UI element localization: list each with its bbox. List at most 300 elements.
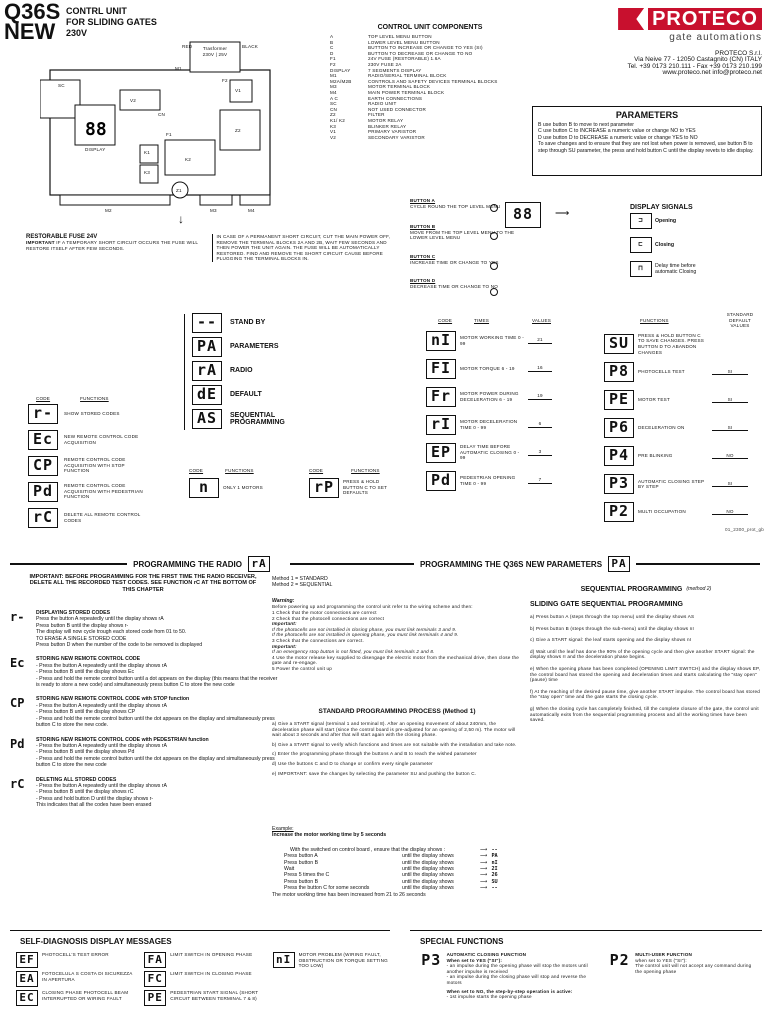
arrow-icon: ⟶ xyxy=(480,885,488,892)
special-p3-line: - 1st impulse starts the opening phase xyxy=(446,994,532,1000)
board-label-v1: V1 xyxy=(235,88,242,93)
warning-line: If the photocells are not installed in opening phase, you must link terminals 4 and 9. xyxy=(272,632,459,638)
component-key: DISPLAY xyxy=(330,67,351,73)
diagnosis-code: nI xyxy=(273,952,295,968)
sequential-step: b) Press button B (steps through the sub-menu) until the display shows nI xyxy=(530,625,694,631)
board-label-f2: F2 xyxy=(222,78,228,83)
diagnosis-code: EF xyxy=(16,952,38,968)
component-desc: RADIO/SERIAL TERMINAL BLOCK xyxy=(368,73,447,79)
sequential-title: SEQUENTIAL PROGRAMMING xyxy=(580,586,683,593)
params-table xyxy=(408,318,563,492)
special-title: SPECIAL FUNCTIONS xyxy=(420,937,504,946)
params-row-value: 21 xyxy=(528,337,552,344)
menu-top-item xyxy=(180,384,400,405)
params-row-times: MOTOR TORQUE 6 - 19 xyxy=(460,365,515,371)
params-row-value: 6 xyxy=(528,421,552,428)
radio-section-line: The display will now cycle trough each stored code from 01 to 50. xyxy=(36,629,187,636)
diagnosis-text: LIMIT SWITCH IN CLOSING PHASE xyxy=(170,971,252,976)
menu-top-item xyxy=(180,336,400,357)
radio-item-text: REMOTE CONTROL CODE ACQUISITION WITH STOP FUNCTION xyxy=(64,457,126,474)
board-label-cn: CN xyxy=(158,112,166,117)
default-header: STANDARD DEFAULT VALUES xyxy=(726,312,754,329)
components-title: CONTROL UNIT COMPONENTS xyxy=(377,24,483,31)
legend-desc: INCREASE TIME OR CHANGE TO YES xyxy=(410,259,499,265)
component-desc: MOTOR RELAY xyxy=(368,117,404,123)
radio-item-code: CP xyxy=(28,456,58,476)
functions-row-value: SI xyxy=(712,369,748,376)
arrow-icon: ⟶ xyxy=(480,878,488,885)
board-label-m1: M1 xyxy=(175,66,182,71)
radio-section-line: - Press the button A repeatedly until the display shows rA xyxy=(36,742,167,749)
radio-programming-code: rA xyxy=(248,556,270,572)
functions-row-value: SI xyxy=(712,425,748,432)
model-subtitle xyxy=(66,6,157,39)
warning-title: Warning: xyxy=(272,598,295,604)
brand-block xyxy=(600,8,762,77)
menu-top-code: -- xyxy=(192,313,222,333)
radio-item-text: SHOW STORED CODES xyxy=(64,410,120,416)
radio-item xyxy=(14,508,164,528)
menu-top-item xyxy=(180,312,400,333)
menu-top-label: STAND BY xyxy=(230,319,266,326)
component-key: K1/ K2 xyxy=(330,117,345,123)
warning-line: If an emergency stop button is not fitted, you must link terminals 2 and 8. xyxy=(272,649,435,655)
warning-line: If the photocells are not installed in closing phase, you must link terminals 3 and 9. xyxy=(272,626,457,632)
button-a-icon xyxy=(490,204,498,212)
board-label-z2: Z2 xyxy=(235,128,241,133)
model-title xyxy=(4,2,60,42)
radio-section-line: Press button B until the display shows r- xyxy=(36,622,129,629)
params-row-times: PEDESTRIAN OPENING TIME 0 - 99 xyxy=(460,475,516,486)
warning-lines xyxy=(272,604,522,671)
example-display: PA xyxy=(491,853,498,860)
special-p3-code: P3 xyxy=(420,952,443,972)
radio-section-line: - Press the button A repeatedly until the display shows rA xyxy=(36,662,167,669)
diagnosis-title: SELF-DIAGNOSIS DISPLAY MESSAGES xyxy=(20,937,172,946)
example-display: -- xyxy=(491,885,498,892)
menu-top-code: PA xyxy=(192,337,222,357)
menu-top-code: rA xyxy=(192,361,222,381)
radio-section-code: Ec xyxy=(10,656,25,671)
menu-top-code: AS xyxy=(192,409,222,429)
component-key: CN xyxy=(330,106,338,112)
warning-line: 2 Check that the photocell connections are correct xyxy=(272,615,385,621)
special-block xyxy=(410,930,762,1024)
model-name: Q36S xyxy=(4,0,61,24)
radio-section-line: - Press and hold the remote control button until the dot appears on the display and simultaneously press button C to store the new code xyxy=(36,755,275,769)
example-action: Wait xyxy=(284,866,295,873)
functions-row-code: P8 xyxy=(604,362,634,382)
radio-section-line: - Press and hold the remote control button until the dot appears on the display and simultaneously press button C to store the new code. xyxy=(36,715,275,729)
params-row-times: MOTOR DECELERATION TIME 0 - 99 xyxy=(460,419,518,430)
example-until: until the display shows xyxy=(402,866,454,873)
component-item xyxy=(330,135,530,141)
fuse-note-text2: IN CASE OF A PERMANENT SHORT CIRCUIT, CUT THE MAIN POWER OFF, REMOVE THE TERMINAL BLOCKS 2A AND 2B, WAIT FEW SECONDS AND THEN POWER THE UNIT AGAIN. THE FUSE WILL BE AUTOMATICALLY RESTORED. FIND AND REMOVE THE SHORT CIRCUIT CAUSE BEFORE PLUGGING THE TERMINAL BLOCKS IN. xyxy=(212,234,397,262)
arrow-icon: ⟶ xyxy=(480,872,488,879)
seq-sub xyxy=(175,468,275,498)
subtitle-line: FOR SLIDING GATES xyxy=(66,17,157,27)
signal-label: Delay time before automatic Closing xyxy=(655,262,697,275)
legend-name: BUTTON C xyxy=(410,254,436,259)
example-until: until the display shows xyxy=(402,885,454,892)
radio-item-text: REMOTE CONTROL CODE ACQUISITION WITH PEDESTRIAN FUNCTION xyxy=(64,483,143,500)
sequential-step: f) At the reaching of the desired pause time, give another START impulse. The control board has stored the "stay open" time and the gate starts the closing cycle. xyxy=(530,688,760,700)
sequential-step: g) When the closing cycle has completely finished, till the complete closure of the gate, the control unit automatically exits from the sequential programming process and all the working times have been saved. xyxy=(530,705,759,723)
special-p2-line: The control unit will not accept any command during the opening phase xyxy=(635,963,752,974)
params-row-code: FI xyxy=(426,359,456,379)
component-key: SC xyxy=(330,101,337,107)
brand-phone: Tel. +39 0173 210.111 - Fax +39 0173 210.199 xyxy=(627,62,762,70)
methods xyxy=(272,576,332,589)
radio-section-code: r- xyxy=(10,610,25,624)
functions-row-code: P2 xyxy=(604,502,634,522)
radio-section-line: - Press button B until the display shows rC xyxy=(36,789,134,796)
menu-top-label: PARAMETERS xyxy=(230,343,279,350)
params-row-code: rI xyxy=(426,415,456,435)
diagnosis-item xyxy=(144,952,266,968)
special-p2-code: P2 xyxy=(608,952,631,972)
menu-top-code: dE xyxy=(192,385,222,405)
board-label-black: BLACK xyxy=(242,44,259,49)
std-step: a) Give a START signal (terminal 1 and terminal 8). After an opening movement of about 240mm, the deceleration phase will start (since the control board is pre-adjusted for an opening of 2,50 m). The motor will wait about 3 seconds and after that will start again with the closing phase. xyxy=(272,721,516,738)
component-desc: MOTOR TERMINAL BLOCK xyxy=(368,84,431,90)
fuse-note xyxy=(26,234,396,262)
functions-table xyxy=(580,312,764,533)
component-desc: 24V FUSE (RESTORABLE) 1.6A xyxy=(368,56,441,62)
components-list xyxy=(330,24,530,140)
diagnosis-item xyxy=(144,990,266,1006)
example-action: Press button B xyxy=(284,878,319,885)
special-p2-title: MULTI-USER FUNCTION xyxy=(635,952,692,957)
default-sub xyxy=(295,468,405,498)
example-display: 26 xyxy=(491,872,498,879)
example-display: nI xyxy=(491,859,498,866)
component-key: D xyxy=(330,50,334,56)
functions-row-text: MOTOR TEST xyxy=(638,397,670,403)
component-desc: NOT USED CONNECTOR xyxy=(368,106,427,112)
params-row-times: MOTOR POWER DURING DECELERATION 6 - 19 xyxy=(460,391,519,402)
radio-items xyxy=(14,404,164,528)
default-text: PRESS & HOLD BUTTON C TO SET DEFAULTS xyxy=(343,479,388,496)
legend-name: BUTTON B xyxy=(410,224,436,229)
down-arrow-icon: ↓ xyxy=(178,212,184,226)
example-action: Press 5 times the C xyxy=(284,872,330,879)
radio-item xyxy=(14,404,164,424)
radio-section-line: - Press and hold the remote control button until a dot appears on the display (this means that the receiver is ready to store a new code) and simultaneously press button C to store the new code xyxy=(36,675,278,689)
radio-section-title: STORING NEW REMOTE CONTROL CODE with STOP function xyxy=(36,696,190,703)
example-sub: Increase the motor working time by 5 seconds xyxy=(272,832,387,839)
board-label-z1: Z1 xyxy=(176,188,182,193)
radio-section-body xyxy=(36,610,202,648)
functions-row-code: P6 xyxy=(604,418,634,438)
functions-row xyxy=(580,417,764,439)
functions-row-code: P3 xyxy=(604,474,634,494)
radio-sections xyxy=(10,610,280,817)
params-row-times: MOTOR WORKING TIME 0 - 99 xyxy=(460,335,524,346)
radio-section xyxy=(10,737,280,769)
radio-section xyxy=(10,696,280,728)
method-line: Method 2 = SEQUENTIAL xyxy=(272,582,333,589)
menu-tree xyxy=(180,312,400,437)
radio-item-text: NEW REMOTE CONTROL CODE ACQUISITION xyxy=(64,434,139,445)
radio-section-body xyxy=(36,777,167,809)
functions-row-value: SI xyxy=(712,397,748,404)
signal-label: Closing xyxy=(655,241,675,248)
diagnosis-item xyxy=(16,990,138,1006)
sequential-sub: SLIDING GATE SEQUENTIAL PROGRAMMING xyxy=(530,601,683,608)
sequential-block xyxy=(530,586,762,729)
radio-section-line: Press the button A repeatedly until the display shows rA xyxy=(36,616,164,623)
functions-row-value: SI xyxy=(712,481,748,488)
params-row xyxy=(408,470,563,492)
default-code-header: CODE xyxy=(309,468,324,473)
component-key: A C xyxy=(330,95,339,101)
component-desc: BUTTON TO INCREASE OR CHANGE TO YES (SI) xyxy=(368,45,483,51)
functions-row-text: MULTI OCCUPATION xyxy=(638,509,686,515)
params-row-value: 16 xyxy=(528,365,552,372)
params-times-header: TIMES xyxy=(474,318,490,323)
params-row xyxy=(408,442,563,464)
board-label-v2: V2 xyxy=(130,98,137,103)
components-items xyxy=(330,34,530,140)
params-row xyxy=(408,358,563,380)
radio-item xyxy=(14,456,164,476)
radio-section-code: CP xyxy=(10,696,25,711)
radio-programming-title xyxy=(10,556,270,572)
example-row xyxy=(272,885,522,891)
menu-top-label: SEQUENTIAL PROGRAMMING xyxy=(230,411,285,426)
default-functions-header: FUNCTIONS xyxy=(351,468,380,473)
std-process xyxy=(272,708,522,780)
params-row xyxy=(408,386,563,408)
diagnosis-code: EA xyxy=(16,971,38,987)
component-key: K3 xyxy=(330,123,337,129)
radio-section-line: - Press button B until the display shows Ec xyxy=(36,669,135,676)
special-p2-when: when set to YES ("SI"): xyxy=(635,957,687,963)
board-svg xyxy=(40,40,290,220)
component-key: A xyxy=(330,34,334,39)
diagnosis-col xyxy=(273,952,390,972)
special-p3-title: AUTOMATIC CLOSING FUNCTION xyxy=(446,952,527,957)
radio-item xyxy=(14,430,164,450)
seq-code-header: CODE xyxy=(189,468,204,473)
diagnosis-code: EC xyxy=(16,990,38,1006)
radio-item xyxy=(14,482,164,502)
arrow-icon: ⟶ xyxy=(480,846,488,853)
functions-row-text: PHOTOCELLS TEST xyxy=(638,369,685,375)
example-intro: With the switched on control board , ensure that the display shows : xyxy=(290,846,446,853)
component-desc: MAIN POWER TERMINAL BLOCK xyxy=(368,89,445,95)
functions-row xyxy=(580,361,764,383)
radio-section-body xyxy=(36,737,280,769)
functions-row-value: NO xyxy=(712,453,748,460)
board-diagram xyxy=(40,40,290,220)
model-sub: NEW xyxy=(4,19,56,44)
signal-opening-icon: ⊐ xyxy=(630,213,652,229)
signal-closing xyxy=(630,237,760,253)
example-title: Example: xyxy=(272,826,294,832)
parameters-title: PARAMETERS xyxy=(615,110,679,120)
seq-code: n xyxy=(189,478,219,498)
component-desc: BLINKER RELAY xyxy=(368,123,407,129)
board-label-sc: SC xyxy=(58,83,65,88)
menu-top-item xyxy=(180,408,400,429)
diagnosis-code: PE xyxy=(144,990,166,1006)
default-code: rP xyxy=(309,478,339,498)
radio-section xyxy=(10,610,280,648)
menu-top-label: DEFAULT xyxy=(230,391,262,398)
params-row-times: DELAY TIME BEFORE AUTOMATIC CLOSING 0 - 99 xyxy=(460,444,520,461)
params-row xyxy=(408,414,563,436)
diagnosis-block xyxy=(10,930,390,1024)
std-title: STANDARD PROGRAMMING PROCESS (Method 1) xyxy=(318,708,476,715)
std-step: b) Give a START signal to verify which functions and times are not suitable with the installation and take note. xyxy=(272,741,517,747)
warning-line: Important: xyxy=(272,621,297,627)
q36s-programming-heading: PROGRAMMING THE Q36S NEW PARAMETERS xyxy=(419,559,603,569)
example-display: 2I xyxy=(491,866,498,873)
example-action: Press the button C for some seconds xyxy=(284,885,370,892)
sequential-method: (method 2) xyxy=(686,586,712,593)
brand-logo xyxy=(600,8,762,30)
radio-section-line: - Press the button A repeatedly until the display shows rA xyxy=(36,702,167,709)
component-desc: TOP LEVEL MENU BUTTON xyxy=(368,34,432,39)
board-label-k2: K2 xyxy=(185,157,192,162)
component-key: B xyxy=(330,39,334,45)
component-desc: PRIMARY VARISTOR xyxy=(368,129,417,135)
subtitle-line: CONTRL UNIT xyxy=(66,6,127,16)
sequential-step: d) Wait until the leaf has done the 90% of the opening cycle and then give another START signal: the display shows rI and the deceleration phase begins. xyxy=(530,648,755,660)
radio-item-code: rC xyxy=(28,508,58,528)
legend-desc: DECREASE TIME OR CHANGE TO NO xyxy=(410,283,498,289)
radio-code-header: CODE xyxy=(36,396,51,401)
functions-row-text: DECELERATION ON xyxy=(638,425,685,431)
board-label-k3: K3 xyxy=(144,170,151,175)
component-desc: SECONDARY VARISTOR xyxy=(368,134,425,140)
radio-section-line: - Press the button A repeatedly until the display shows rA xyxy=(36,782,167,789)
diagnosis-text: FOTOCELULA S COSTA DI SICUREZZA IN APERTURA xyxy=(42,971,133,982)
std-step: c) Enter the programming phase through the buttons A and B to reach the wished parameter xyxy=(272,751,477,757)
radio-important: IMPORTANT: BEFORE PROGRAMMING FOR THE FIRST TIME THE RADIO RECEIVER, DELETE ALL THE RECORDED TEST CODES. SEE FUNCTION rC AT THE BOTTOM OF THIS CHAPTER xyxy=(29,574,257,593)
legend-desc: MOVE FROM THE TOP LEVEL MENU TO THE LOWER LEVEL MENU xyxy=(410,229,515,241)
special-p3-line: - an impulse during the closing phase will stop and reverse the motors xyxy=(446,974,587,985)
button-b-icon xyxy=(490,232,498,240)
button-c-icon xyxy=(490,262,498,270)
params-row-value: 19 xyxy=(528,393,552,400)
parameters-line: C use button C to INCREASE a numeric value or change NO to YES xyxy=(538,128,696,135)
component-key: M1 xyxy=(330,73,337,79)
params-row-code: nI xyxy=(426,331,456,351)
warning-line: Before powering up and programming the control unit refer to the wiring scheme and then: xyxy=(272,604,473,610)
warning-line: 5 Power the control unit up xyxy=(272,665,333,671)
functions-row-value: NO xyxy=(712,509,748,516)
diagnosis-item xyxy=(144,971,266,987)
component-desc: CONTROLS AND SAFETY DEVICES TERMINAL BLOCKS xyxy=(368,78,498,84)
radio-programming-heading: PROGRAMMING THE RADIO xyxy=(133,559,242,569)
component-desc: 7 SEGMENTS DISPLAY xyxy=(368,67,422,73)
functions-row xyxy=(580,389,764,411)
component-key: F2 xyxy=(330,61,336,67)
radio-section-title: STORING NEW REMOTE CONTROL CODE xyxy=(36,656,141,663)
board-label-display: DISPLAY xyxy=(85,147,106,152)
diagnosis-code: FA xyxy=(144,952,166,968)
example-until: until the display shows xyxy=(402,859,454,866)
signal-opening xyxy=(630,213,760,229)
fuse-note-left xyxy=(26,234,206,251)
params-row xyxy=(408,330,563,352)
special-p3 xyxy=(420,952,600,1000)
brand-address: Via Neive 77 - 12050 Castagnito (CN) ITALY xyxy=(634,56,762,64)
diagnosis-text: MOTOR PROBLEM (WIRING FAULT, OBSTRUCTION OR TORQUE SETTING TOO LOW) xyxy=(298,952,388,969)
functions-header: FUNCTIONS xyxy=(640,317,669,323)
functions-row-code: P4 xyxy=(604,446,634,466)
params-code-header: CODE xyxy=(438,318,453,323)
board-label-m4: M4 xyxy=(248,208,255,213)
radio-item-code: Ec xyxy=(28,430,58,450)
radio-section xyxy=(10,656,280,688)
arrow-icon: ⟶ xyxy=(480,853,488,860)
diagnosis-col xyxy=(16,952,138,1009)
params-row-code: Pd xyxy=(426,471,456,491)
arrow-icon: ⟶ xyxy=(480,866,488,873)
seq-text: ONLY 1 MOTORS xyxy=(223,484,263,490)
example-until: until the display shows xyxy=(402,872,454,879)
radio-section-code: rC xyxy=(10,776,25,791)
warning-line: 1 Check that the motor connections are correct xyxy=(272,610,377,615)
functions-row-text: PRE BLINKING xyxy=(638,453,673,459)
menu-top-label: RADIO xyxy=(230,367,253,374)
example-rows xyxy=(272,853,522,891)
functions-row-text: AUTOMATIC CLOSING STEP BY STEP xyxy=(638,478,705,490)
radio-section-line: This indicates that all the codes have been erased xyxy=(36,802,152,809)
functions-row xyxy=(580,501,764,523)
diagnosis-text: PHOTOCELL'S TEST ERROR xyxy=(42,952,109,957)
sequential-step: e) When the opening phase has been completed (OPENING LIMIT SWITCH) and the display shows EP, the control board has stored the opening and deceleration times and starts calculating the "stay open" (pause) time xyxy=(530,665,761,683)
controller-display: 88 xyxy=(505,202,541,228)
example-first: -- xyxy=(491,846,498,853)
component-desc: FILTER xyxy=(368,112,385,118)
radio-section-title: DISPLAYING STORED CODES xyxy=(36,610,111,616)
board-label-m2: M2 xyxy=(105,208,112,213)
warning-line: Important: xyxy=(272,643,297,649)
radio-item-text: DELETE ALL REMOTE CONTROL CODES xyxy=(64,512,141,523)
functions-rows xyxy=(580,361,764,523)
std-step: d) Use the buttons C and D to change or confirm every single parameter xyxy=(272,760,433,766)
radio-section-title: STORING NEW REMOTE CONTROL CODE with PEDESTRIAN function xyxy=(36,736,209,743)
legend-name: BUTTON A xyxy=(410,198,436,203)
sequential-step: c) Give a START signal: the leaf starts opening and the display shows nI xyxy=(530,637,692,643)
diagnosis-col xyxy=(144,952,266,1009)
parameters-box xyxy=(532,106,762,176)
sequential-step: a) Press button A (steps through the top menu) until the display shows AS xyxy=(530,614,695,619)
functions-row xyxy=(580,473,764,495)
board-label-m3: M3 xyxy=(210,208,217,213)
logo-text: PROTECO xyxy=(648,8,762,30)
component-key: M2A/M2B xyxy=(330,78,352,84)
std-step: e) IMPORTANT: save the changes by selecting the parameter SU and pushing the button C. xyxy=(272,770,477,776)
example-end: The motor working time has been increased from 21 to 26 seconds xyxy=(272,891,426,898)
menu-top-list xyxy=(180,312,400,429)
subtitle-line: 230V xyxy=(66,28,88,38)
sequential-title-row xyxy=(530,586,762,593)
component-key: V1 xyxy=(330,129,337,135)
fuse-note-important: IMPORTANT xyxy=(26,240,55,245)
display-signals-title: DISPLAY SIGNALS xyxy=(630,204,693,211)
svg-text:88: 88 xyxy=(85,119,107,140)
su-text: PRESS & HOLD BUTTON C TO SAVE CHANGES. PRESS BUTTON D TO ABANDON CHANGES xyxy=(638,332,705,355)
warning-block xyxy=(272,598,522,672)
board-label-k1: K1 xyxy=(144,150,151,155)
component-key: Z2 xyxy=(330,112,336,118)
